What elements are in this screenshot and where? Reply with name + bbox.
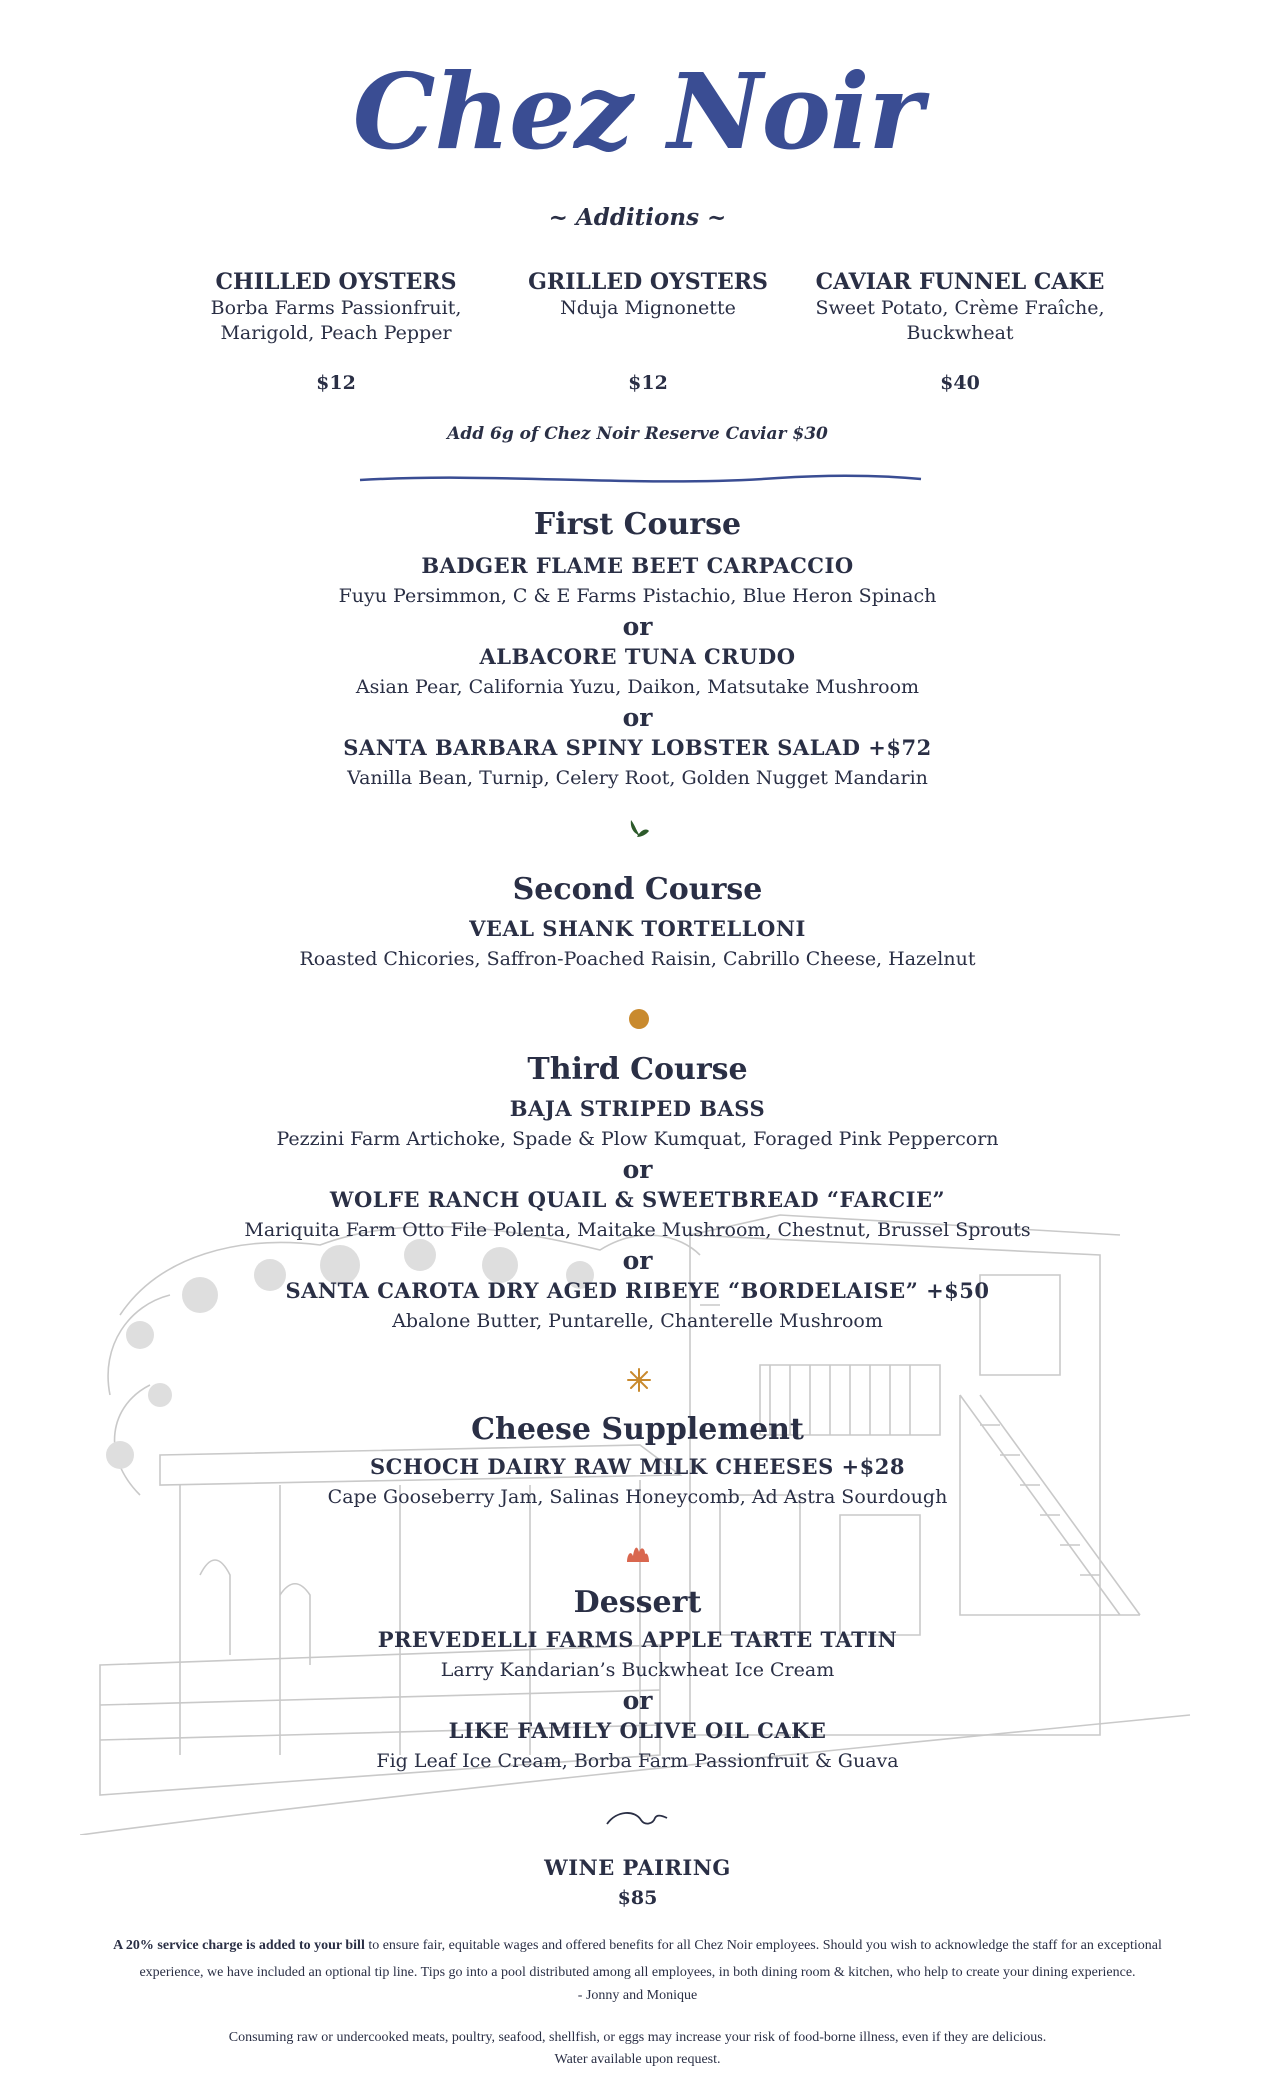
dish-desc: Mariquita Farm Otto File Polenta, Maitake Mushroom, Chestnut, Brussel Sprouts (244, 1219, 1031, 1241)
second-course-section (0, 870, 1275, 974)
dish-name: SANTA CAROTA DRY AGED RIBEYE “BORDELAISE” +$50 (285, 1278, 990, 1303)
additions-heading: ~ Additions ~ (548, 204, 727, 231)
addition-item-grilled-oysters (498, 268, 798, 321)
addition-desc: Marigold, Peach Pepper (220, 322, 452, 344)
dish-name: SCHOCH DAIRY RAW MILK CHEESES +$28 (370, 1454, 905, 1479)
service-note (50, 1932, 1225, 2006)
addition-title: CHILLED OYSTERS (215, 269, 457, 295)
caviar-note: Add 6g of Chez Noir Reserve Caviar $30 (447, 424, 828, 444)
addition-item-chilled-oysters (186, 268, 486, 346)
dish-desc: Fuyu Persimmon, C & E Farms Pistachio, Blue Heron Spinach (338, 585, 937, 607)
dish-desc: Fig Leaf Ice Cream, Borba Farm Passionfruit & Guava (376, 1750, 899, 1772)
dish-name: VEAL SHANK TORTELLONI (469, 916, 806, 941)
dish-name: SANTA BARBARA SPINY LOBSTER SALAD +$72 (343, 735, 932, 760)
addition-desc: Buckwheat (906, 322, 1014, 344)
or-separator: or (622, 612, 653, 641)
or-separator: or (622, 1246, 653, 1275)
swirl-icon (605, 1808, 669, 1828)
or-separator: or (622, 1686, 653, 1715)
dish-name: BADGER FLAME BEET CARPACCIO (421, 553, 854, 578)
flame-icon (625, 1542, 651, 1564)
dish-name: PREVEDELLI FARMS APPLE TARTE TATIN (377, 1627, 898, 1652)
addition-price: $40 (940, 372, 980, 394)
health-note-line2: Water available upon request. (554, 2052, 721, 2067)
restaurant-logo: Chez Noir (352, 50, 923, 173)
service-note-line2: experience, we have included an optional tip line. Tips go into a pool distributed among all employees, in both dining room & kitchen, who help to create your dining experience. (139, 1965, 1136, 1980)
addition-desc: Nduja Mignonette (560, 297, 736, 319)
service-note-line1 (50, 1932, 1225, 1959)
dish-desc: Roasted Chicories, Saffron-Poached Raisin, Cabrillo Cheese, Hazelnut (299, 948, 976, 970)
course-title: Dessert (573, 1585, 702, 1620)
dish-name: WOLFE RANCH QUAIL & SWEETBREAD “FARCIE” (329, 1187, 946, 1212)
addition-item-caviar-funnel-cake (810, 268, 1110, 346)
course-title: First Course (533, 507, 742, 542)
dish-desc: Vanilla Bean, Turnip, Celery Root, Golden Nugget Mandarin (347, 767, 928, 789)
addition-price: $12 (628, 372, 668, 394)
course-title: Third Course (527, 1052, 748, 1087)
sun-icon (627, 1368, 651, 1392)
dot-icon (628, 1008, 650, 1030)
third-course-section (0, 1050, 1275, 1336)
addition-desc: Borba Farms Passionfruit, (210, 297, 462, 319)
dish-name: LIKE FAMILY OLIVE OIL CAKE (448, 1718, 827, 1743)
dessert-section (0, 1583, 1275, 1776)
dish-desc: Pezzini Farm Artichoke, Spade & Plow Kumquat, Foraged Pink Peppercorn (276, 1128, 999, 1150)
first-course-section (0, 505, 1275, 793)
wine-pairing (0, 1853, 1275, 1913)
dish-desc: Abalone Butter, Puntarelle, Chanterelle Mushroom (392, 1310, 883, 1332)
leaf-icon (627, 817, 651, 841)
health-note-line1: Consuming raw or undercooked meats, poultry, seafood, shellfish, or eggs may increase your risk of food-borne illness, even if they are delicious. (228, 2030, 1047, 2045)
service-note-signature: - Jonny and Monique (577, 1988, 698, 2003)
course-title: Second Course (512, 872, 763, 907)
dish-name: BAJA STRIPED BASS (509, 1096, 766, 1121)
wine-pairing-title: WINE PAIRING (544, 1855, 731, 1880)
dish-desc: Larry Kandarian’s Buckwheat Ice Cream (440, 1659, 835, 1681)
health-note (50, 2027, 1225, 2071)
dish-name: ALBACORE TUNA CRUDO (479, 644, 796, 669)
or-separator: or (622, 703, 653, 732)
addition-desc: Sweet Potato, Crème Fraîche, (815, 297, 1105, 319)
addition-title: GRILLED OYSTERS (528, 269, 768, 295)
service-note-line1-rest: to ensure fair, equitable wages and offered benefits for all Chez Noir employees. Should you wish to acknowledge the staff for an exceptional (364, 1938, 1162, 1953)
cheese-section (0, 1410, 1275, 1512)
dish-desc: Cape Gooseberry Jam, Salinas Honeycomb, Ad Astra Sourdough (327, 1486, 948, 1508)
service-charge-bold: A 20% service charge is added to your bill (113, 1938, 365, 1953)
wine-pairing-price: $85 (617, 1887, 658, 1909)
addition-price: $12 (316, 372, 356, 394)
dish-desc: Asian Pear, California Yuzu, Daikon, Matsutake Mushroom (355, 676, 920, 698)
course-title: Cheese Supplement (471, 1412, 804, 1447)
addition-title: CAVIAR FUNNEL CAKE (815, 269, 1105, 295)
wave-divider (358, 470, 923, 490)
or-separator: or (622, 1155, 653, 1184)
